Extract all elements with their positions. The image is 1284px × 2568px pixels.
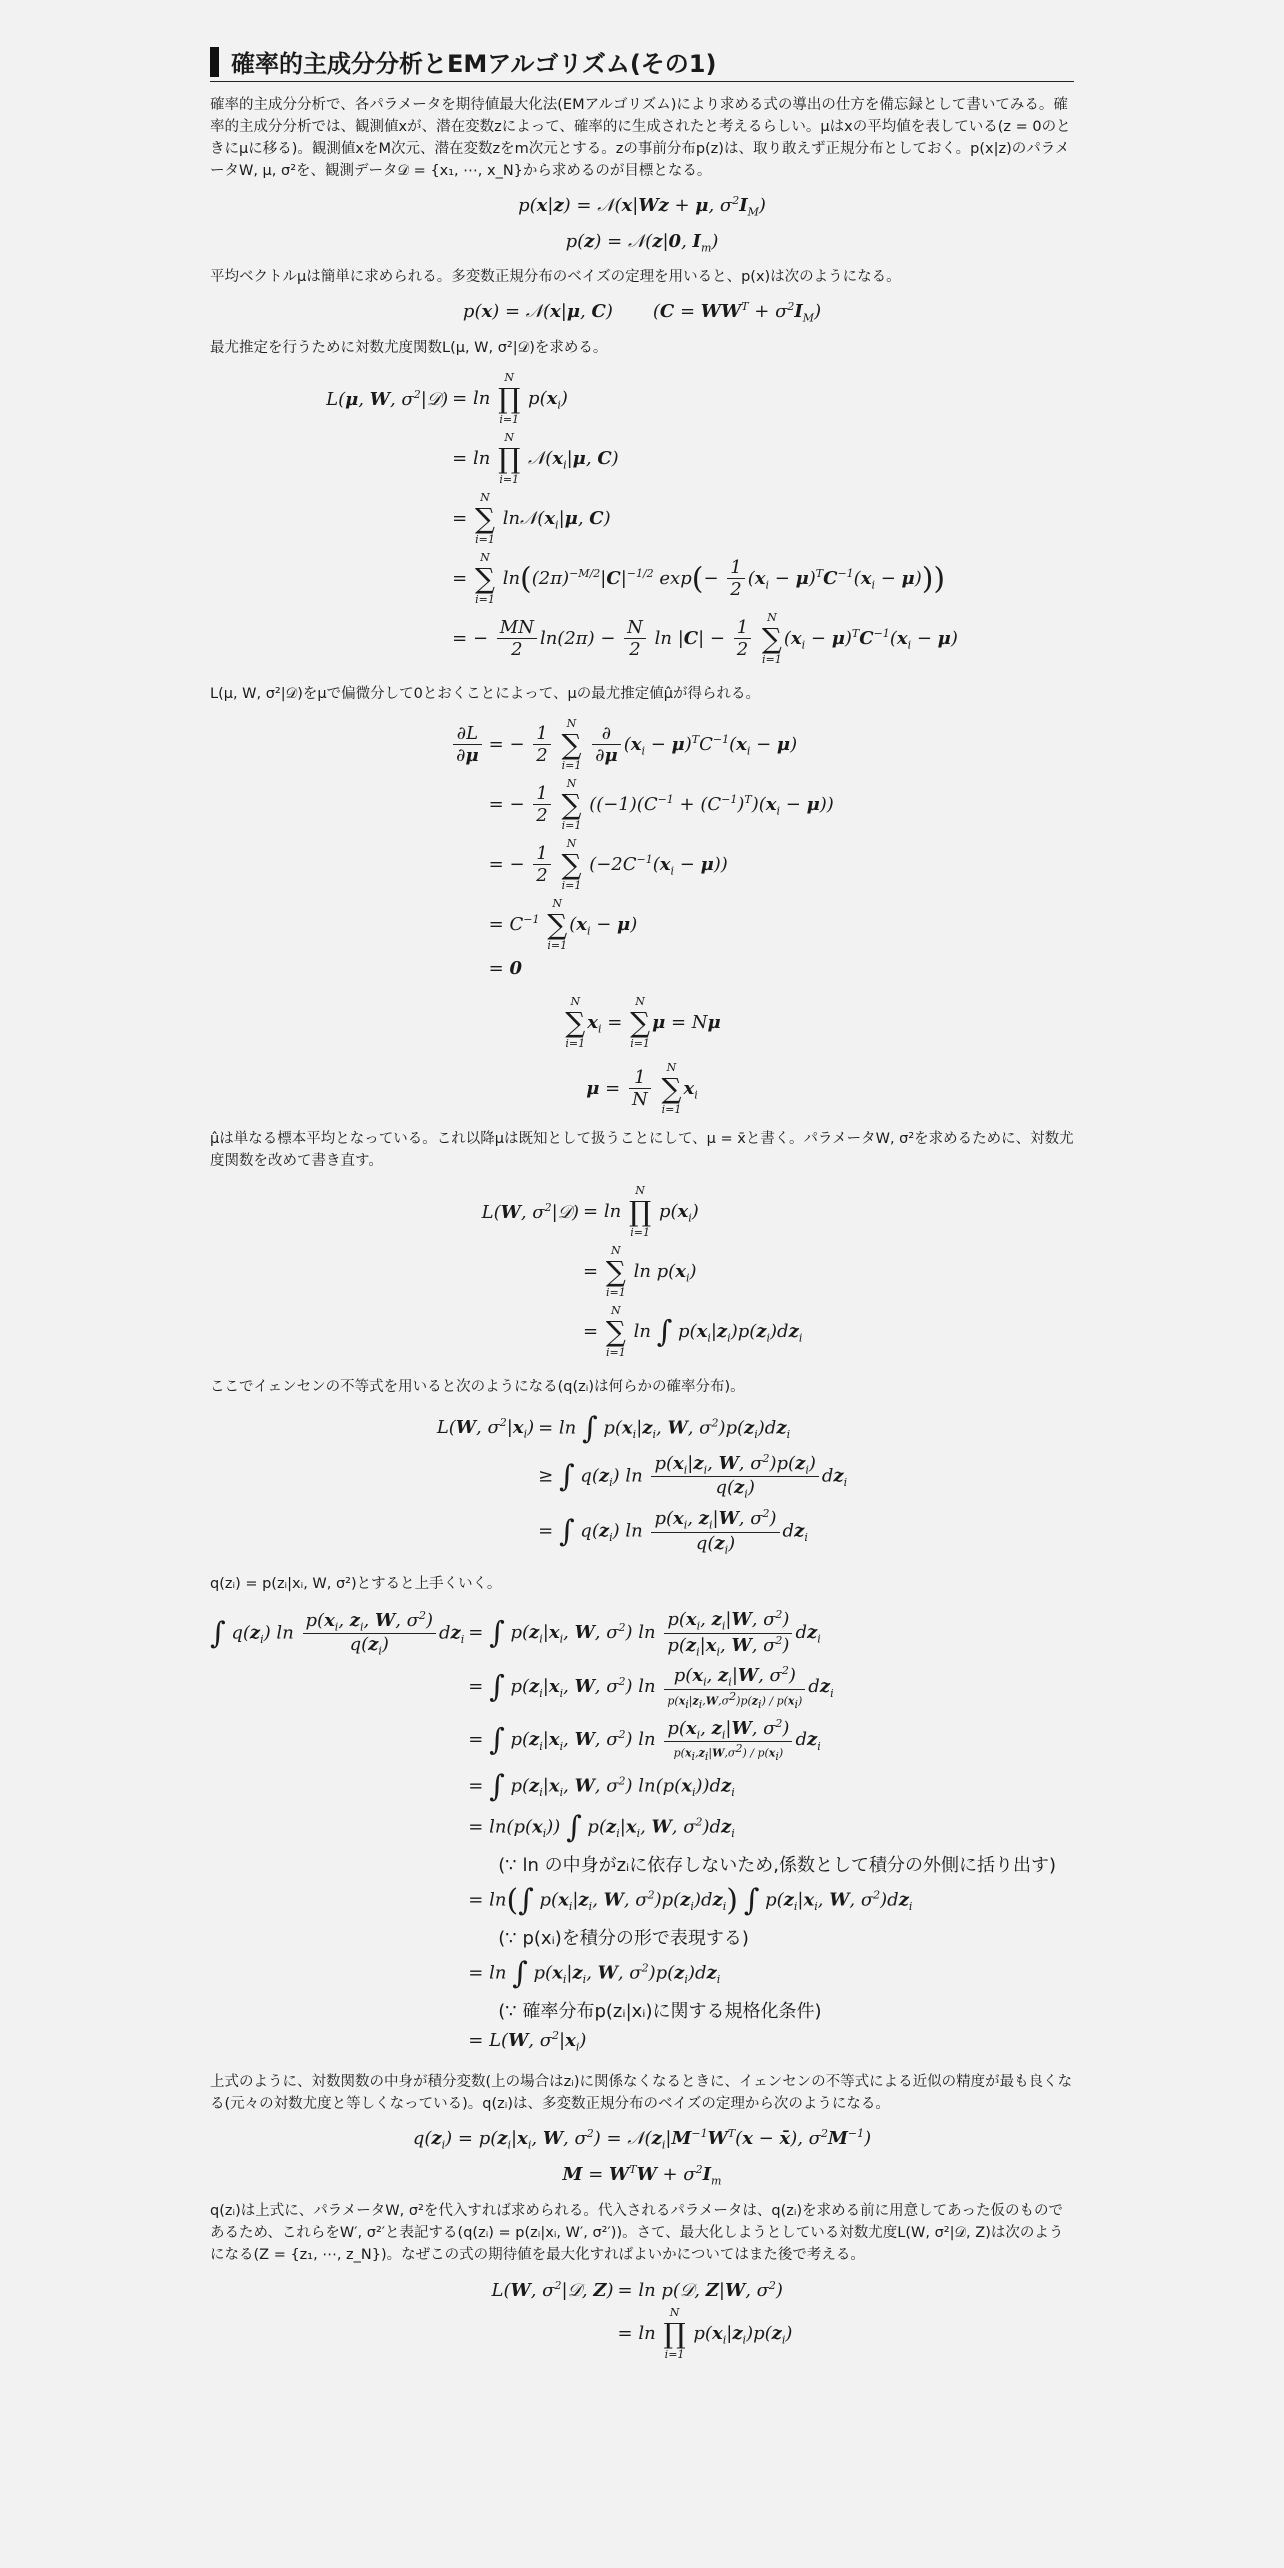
equation-mu-derivation: $\frac{\partial L}{\partial\mu}$ = − $\frac{1}{2}$ N ∑ i=1 $\frac{\partial}{\partial\mu}$ $(x_i - \mu)^TC^{-1}(x_i - \mu)$ = − $\frac{1}{2}$ N ∑ i=1 $((-1)(C^{-1} + (C^{-1})^T)(x_i - \mu))$ = − $\frac{1}{2}$ N ∑ i=1 $(-2C^{-1}(x_i - \mu))$ = $C^{-1}$ N ∑ $i=1(x_i - \mu)$ = 0 <box>450 715 834 982</box>
equation-q-derivation: ∫ $q(z_i)$ ln $\frac{p(x_i, z_i, W, \sigma^2)}{q(z_i)}$ $dz_i$ = ∫ $p(z_i|x_i$, W, $\sigma^2$) ln $\frac{p(x_i, z_i|W, \sigma^2)}{p(z_i|x_i, W, \sigma^2)}$ $dz_i$ = ∫ $p(z_i|x_i$, W, $\sigma^2$) ln $\frac{p(x_i, z_i|W, \sigma^2)}{p(x_i|z_i,W,\sigma^2)p(z_i) / p(x_i)}$ $dz_i$ = ∫ $p(z_i|x_i$, W, $\sigma^2$) ln $\frac{p(x_i, z_i|W, \sigma^2)}{p(x_i,z_i|W,\sigma^2) / p(x_i)}$ $dz_i$ = ∫ $p(z_i|x_i$, W, $\sigma^2$) $\ln(p(x_i))dz_i$ = $\ln(p(x_i))$ ∫ $p(z_i|x_i$, W, $\sigma^2)dz_i$ (∵ ln の中身がzᵢに依存しないため,係数として積分の外側に括り出す) = ln(∫ $p(x_i|z_i$, W, $\sigma^2)p(z_i)dz_i$) ∫ $p(z_i|x_i$, W, $\sigma^2)dz_i$ (∵ p(xᵢ)を積分の形で表現する) = ln ∫ $p(x_i|z_i$, W, $\sigma^2)p(z_i)dz_i$ (∵ 確率分布p(zᵢ|xᵢ)に関する規格化条件) = L(W, $\sigma^2|x_i$) <box>210 1608 1057 2054</box>
equation-mu-hat: μ = $\frac{1}{N}$ N ∑ $i=1x_i$ <box>586 1060 698 1116</box>
paragraph-q-choice: q(zᵢ) = p(zᵢ|xᵢ, W, σ²)とすると上手くいく。 <box>210 1576 502 1593</box>
paragraph-loglik: 最尤推定を行うために対数尤度関数L(μ, W, σ²|𝒟)を求める。 <box>210 339 608 356</box>
paragraph-jensen-accuracy: 上式のように、対数関数の中身が積分変数(上の場合はzᵢ)に関係なくなるときに、イェンセンの不等式による近似の精度が最も良くなる(元々の対数尤度と等しくなっている)。q(zᵢ)は、多変数正規分布のベイズの定理から次のようになる。 <box>210 2073 1073 2112</box>
paragraph-mean: 平均ベクトルμは簡単に求められる。多変数正規分布のベイズの定理を用いると、p(x)は次のようになる。 <box>210 269 901 286</box>
equation-posterior: $q(z_i) = p(z_i|x_i$, W, $\sigma^2$) = $𝒩(z_i|M^{-1}W^T(x$ − x̄), $\sigma^2M^{-1}$) <box>412 2126 872 2152</box>
equation-complete-loglik: L(W, $\sigma^2|𝒟$, Z) = ln p(𝒟, Z|W, $\sigma^2$) = ln N ∏ i=1 $p(x_i|z_i)p(z_i)$ <box>491 2279 793 2361</box>
equation-likelihood-model: p(x|z) = 𝒩(x|Wz + μ, $\sigma^2I_M$) p(z) = 𝒩(z|0, $I_m$) <box>518 194 766 255</box>
paragraph-intro: 確率的主成分分析で、各パラメータを期待値最大化法(EMアルゴリズム)により求める式の導出の仕方を備忘録として書いてみる。確率的主成分分析では、観測値xが、潜在変数zによって、確率的に生成されたと考えるらしい。μはxの平均値を表している(z = 0のときにμに移る)。観測値xをM次元、潜在変数zをm次元とする。zの事前分布p(z)は、取り敢えず正規分布としておく。p(x|z)のパラメータW, μ, σ²を、観測データ𝒟 = {x₁, ⋯, x_N}から求めるのが目標となる。 <box>210 97 1071 179</box>
article <box>210 0 1074 2364</box>
note-integral-form: (∵ p(xᵢ)を積分の形で表現する) <box>498 1928 749 1950</box>
paragraph-sample-mean: μ̂は単なる標本平均となっている。これ以降μは既知として扱うことにして、μ = x̄と書く。パラメータW, σ²を求めるために、対数尤度関数を改めて書き直す。 <box>210 1130 1074 1169</box>
note-factor-out: (∵ ln の中身がzᵢに依存しないため,係数として積分の外側に括り出す) <box>498 1855 1057 1877</box>
paragraph-derivative: L(μ, W, σ²|𝒟)をμで偏微分して0とおくことによって、μの最尤推定値μ̂が得られる。 <box>210 685 760 702</box>
equation-jensen: L(W, $\sigma^2|x_i$) = ln ∫ $p(x_i|z_i$, W, $\sigma^2)p(z_i)dz_i$ ≥ ∫ $q(z_i)$ ln $\frac{p(x_i|z_i, W, \sigma^2)p(z_i)}{q(z_i)}$ $dz_i$ = ∫ $q(z_i)$ ln $\frac{p(x_i, z_i|W, \sigma^2)}{q(z_i)}$ $dz_i$ <box>436 1410 848 1557</box>
paragraph-jensen: ここでイェンセンの不等式を用いると次のようになる(q(zᵢ)は何らかの確率分布)。 <box>210 1378 745 1395</box>
equation-marginal: p(x) = 𝒩(x|μ, C) $(C = WW^T + \sigma^2I_M)$ <box>462 300 822 325</box>
note-normalization: (∵ 確率分布p(zᵢ|xᵢ)に関する規格化条件) <box>498 2001 822 2023</box>
paragraph-complete-loglik: q(zᵢ)は上式に、パラメータW, σ²を代入すれば求められる。代入されるパラメータは、q(zᵢ)を求める前に用意してあった仮のものであるため、これらをW′, σ²′と表記する(q(zᵢ) = p(zᵢ|xᵢ, W′, σ²′))。さて、最大化しようとしている対数尤度L(W, σ²|𝒟, Z)は次のようになる(Z = {z₁, ⋯, z_N})。なぜこの式の期待値を最大化すればよいかについてはまた後で考える。 <box>210 2203 1064 2263</box>
equation-M: $M = W^TW + \sigma^2I_m$ <box>562 2163 722 2188</box>
equation-sum-mu: N ∑ $i=1x_i = N$ ∑ i=1μ = Nμ <box>565 994 721 1050</box>
title-text: 確率的主成分分析とEMアルゴリズム(その1) <box>231 50 717 78</box>
title-marker <box>210 47 219 77</box>
equation-loglik-rewrite: L(W, $\sigma^2|𝒟$) = ln N ∏ i=1 $p(x_i)$ = N ∑ i=1 $\ln p(x_i)$ = N ∑ i=1 ln ∫ $p(x_i|z_i)p(z_i)dz_i$ <box>481 1183 803 1359</box>
equation-loglik-derivation: L(μ, W, $\sigma^2|𝒟$) = ln N ∏ i=1 $p(x_i)$ = ln N ∏ i=1 $𝒩(x_i|\mu$, C) = N ∑ i=1 $\ln 𝒩(x_i|\mu$, C) = N ∑ i=1 $\ln((2\pi)^{-M/2}|C|^{-1/2}$ exp(− $\frac{1}{2}$ $(x_i - \mu)^TC^{-1}(x_i - \mu)$)) = − $\frac{MN}{2}$ ln(2π) − $\frac{N}{2}$ ln |C| − $\frac{1}{2}$ N ∑ $i=1(x_i - \mu)^TC^{-1}(x_i - \mu)$ <box>326 370 958 666</box>
page-title <box>210 44 1074 82</box>
